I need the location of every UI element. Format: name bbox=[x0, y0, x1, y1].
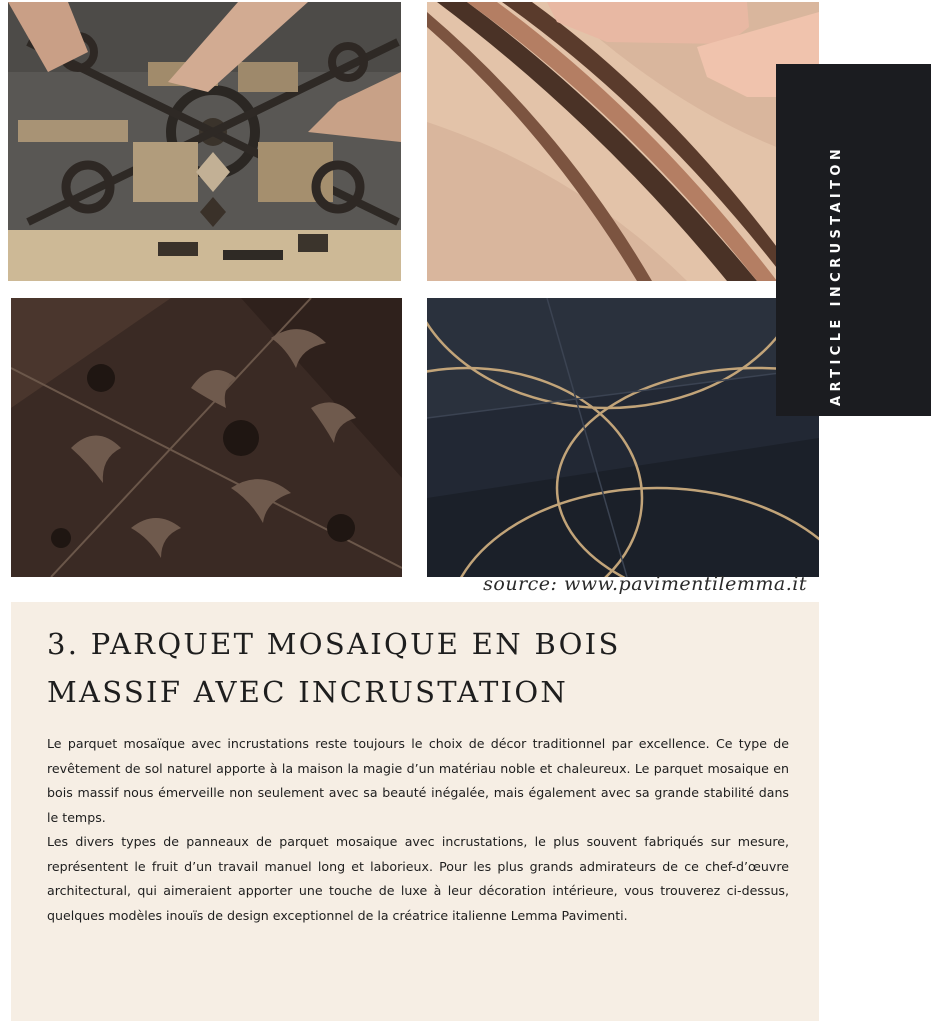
side-banner-label: ARTICLE INCRUSTAITON bbox=[829, 144, 844, 406]
paragraph-2: Les divers types de panneaux de parquet mosaique avec incrustations, le plus souvent fabriqués sur mesure, représentent le fruit d’un travail manuel long et laborieux. Pour les plus grands admirateurs de ce chef-d’œuvre architectural, qui aimeraient apporter une touche de luxe à leur décoration intérieure, vous trouverez ci-dessus, quelques modèles inouïs de design exceptionnel de la créatrice italienne Lemma Pavimenti. bbox=[47, 834, 789, 923]
photo-brass-circle-inlay bbox=[427, 298, 819, 577]
photo-veneer-inlay-hands bbox=[427, 2, 819, 281]
section-title bbox=[47, 620, 747, 716]
photo-marquetry-assembly bbox=[8, 2, 401, 281]
source-credit: source: www.pavimentilemma.it bbox=[483, 573, 807, 595]
paragraph-1: Le parquet mosaïque avec incrustations reste toujours le choix de décor traditionnel par excellence. Ce type de revêtement de sol naturel apporte à la maison la magie d’un matériau noble et chaleureux. Le parquet mosaique en bois massif nous émerveille non seulement avec sa beauté inégalée, mais également avec sa grande stabilité dans le temps. bbox=[47, 736, 789, 825]
section-body bbox=[47, 732, 789, 928]
section-title-line2: MASSIF AVEC INCRUSTATION bbox=[47, 675, 569, 709]
content-panel bbox=[11, 602, 819, 1021]
section-title-line1: 3. PARQUET MOSAIQUE EN BOIS bbox=[47, 627, 621, 661]
article-side-banner bbox=[776, 64, 931, 416]
photo-dark-walnut-inlay bbox=[11, 298, 402, 577]
